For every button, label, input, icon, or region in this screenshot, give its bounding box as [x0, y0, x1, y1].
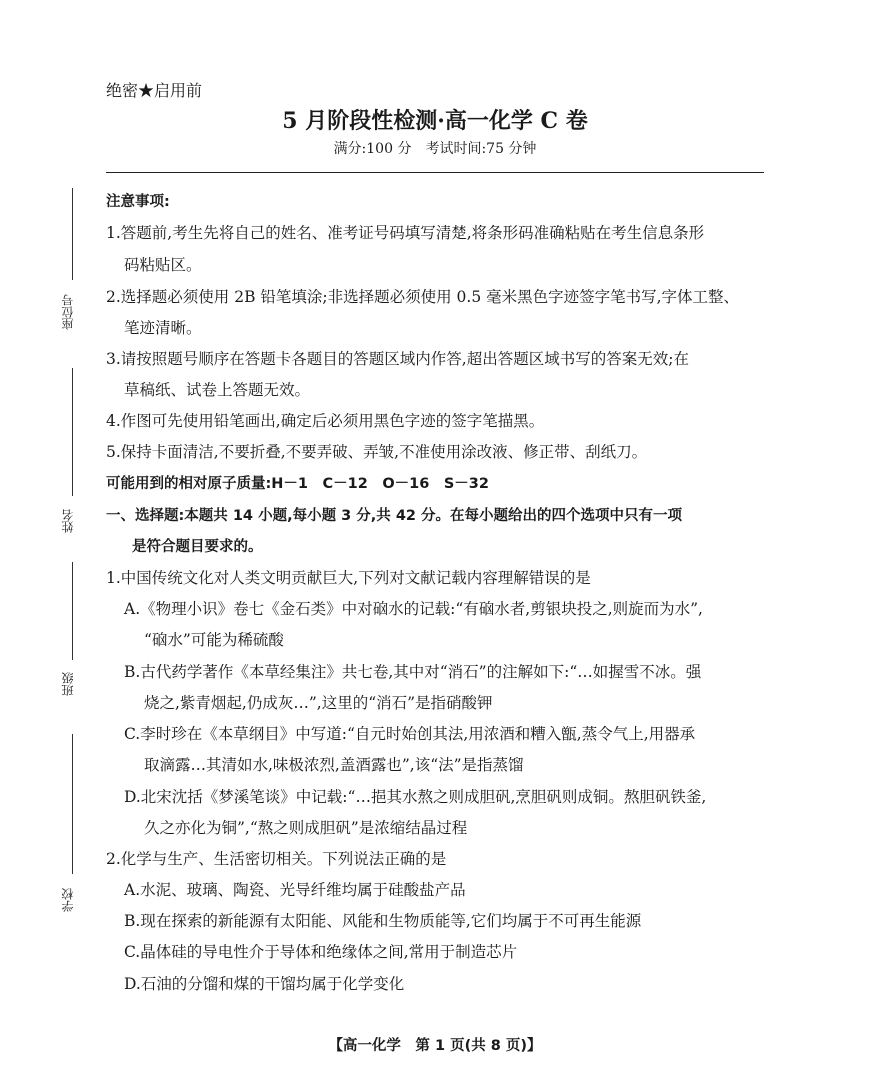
- note-2-line-1: 2.选择题必须使用 2B 铅笔填涂;非选择题必须使用 0.5 毫米黑色字迹签字笔书写,字体工整、: [106, 288, 740, 306]
- note-5: 5.保持卡面清洁,不要折叠,不要弄破、弄皱,不准使用涂改液、修正带、刮纸刀。: [106, 443, 648, 461]
- note-1-line-1: 1.答题前,考生先将自己的姓名、准考证号码填写清楚,将条形码准确粘贴在考生信息条形: [106, 224, 705, 242]
- q1-option-d-line-1: D.北宋沈括《梦溪笔谈》中记载:“…挹其水熬之则成胆矾,烹胆矾则成铜。熬胆矾铁釜,: [124, 788, 707, 806]
- note-2-line-2: 笔迹清晰。: [124, 319, 202, 337]
- section-1-heading-line-2: 是符合题目要求的。: [132, 539, 263, 555]
- q1-option-c-line-2: 取滴露…其清如水,味极浓烈,盖酒露也”,该“法”是指蒸馏: [144, 756, 524, 774]
- note-4: 4.作图可先使用铅笔画出,确定后必须用黑色字迹的签字笔描黑。: [106, 412, 545, 430]
- q2-option-d: D.石油的分馏和煤的干馏均属于化学变化: [124, 975, 405, 993]
- exam-title: 5 月阶段性检测·高一化学 C 卷: [282, 108, 588, 134]
- q1-option-c-line-1: C.李时珍在《本草纲目》中写道:“自元时始创其法,用浓酒和糟入甑,蒸令气上,用器承: [124, 725, 696, 743]
- header-divider: [106, 172, 764, 173]
- q1-option-a-line-2: “硇水”可能为稀硫酸: [144, 631, 284, 649]
- margin-seat-label: 座位号: [61, 294, 75, 330]
- page-footer: 【高一化学 第 1 页(共 8 页)】: [328, 1038, 542, 1054]
- exam-subtitle: 满分:100 分 考试时间:75 分钟: [333, 141, 537, 157]
- q2-option-b: B.现在探索的新能源有太阳能、风能和生物质能等,它们均属于不可再生能源: [124, 912, 642, 930]
- q2-option-a: A.水泥、玻璃、陶瓷、光导纤维均属于硅酸盐产品: [124, 881, 466, 899]
- notes-heading: 注意事项:: [106, 194, 170, 210]
- margin-line-2: [72, 368, 73, 496]
- note-3-line-2: 草稿纸、试卷上答题无效。: [124, 381, 311, 399]
- q2-option-c: C.晶体硅的导电性介于导体和绝缘体之间,常用于制造芯片: [124, 943, 518, 961]
- note-3-line-1: 3.请按照题号顺序在答题卡各题目的答题区域内作答,超出答题区域书写的答案无效;在: [106, 350, 689, 368]
- margin-name-label: 姓名: [61, 509, 75, 533]
- question-1-stem: 1.中国传统文化对人类文明贡献巨大,下列对文献记载内容理解错误的是: [106, 569, 591, 587]
- confidential-mark: 绝密★启用前: [106, 81, 203, 100]
- q1-option-a-line-1: A.《物理小识》卷七《金石类》中对硇水的记载:“有硇水者,剪银块投之,则旋而为水”,: [124, 600, 703, 618]
- atomic-mass-line: 可能用到的相对原子质量:H－1 C－12 O－16 S－32: [106, 476, 489, 492]
- margin-school-label: 学校: [61, 888, 75, 912]
- margin-line-4: [72, 734, 73, 874]
- margin-line-3: [72, 562, 73, 660]
- q1-option-d-line-2: 久之亦化为铜”,“熬之则成胆矾”是浓缩结晶过程: [144, 819, 468, 837]
- q1-option-b-line-1: B.古代药学著作《本草经集注》共七卷,其中对“消石”的注解如下:“…如握雪不冰。强: [124, 663, 702, 681]
- q1-option-b-line-2: 烧之,紫青烟起,仍成灰…”,这里的“消石”是指硝酸钾: [144, 694, 493, 712]
- margin-line-1: [72, 188, 73, 280]
- margin-class-label: 班级: [61, 672, 75, 696]
- note-1-line-2: 码粘贴区。: [124, 256, 202, 274]
- section-1-heading-line-1: 一、选择题:本题共 14 小题,每小题 3 分,共 42 分。在每小题给出的四个选项中只有一项: [106, 508, 683, 524]
- question-2-stem: 2.化学与生产、生活密切相关。下列说法正确的是: [106, 850, 447, 868]
